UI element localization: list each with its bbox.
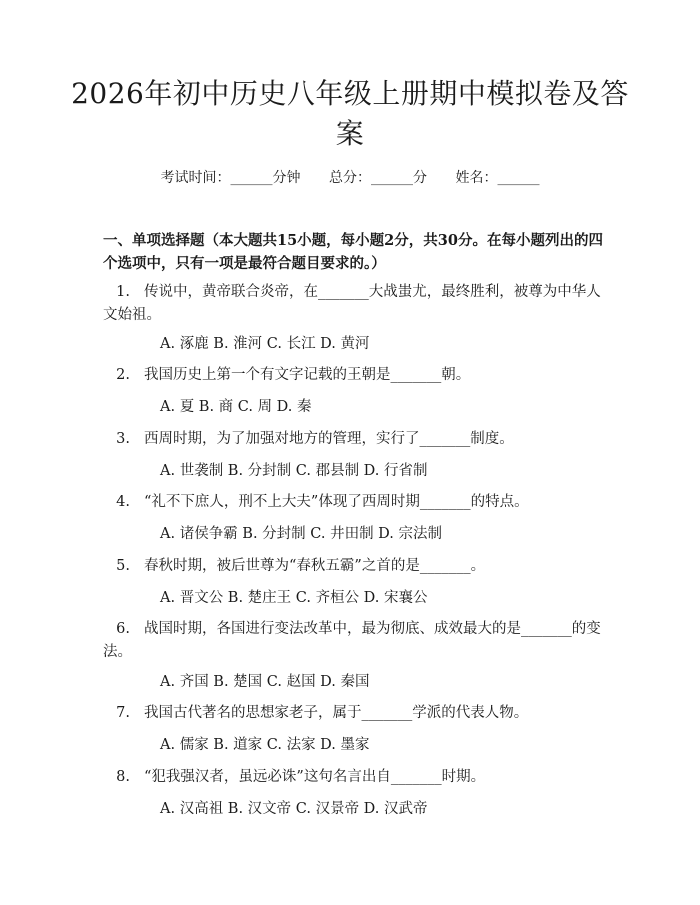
question-stem: 我国古代著名的思想家老子，属于_______学派的代表人物。 [144, 705, 529, 721]
question-number: 3. [116, 431, 130, 447]
question-2-options: A. 夏 B. 商 C. 周 D. 秦 [160, 399, 312, 415]
question-stem: “犯我强汉者，虽远必诛”这句名言出自_______时期。 [144, 769, 486, 785]
question-4-options: A. 诸侯争霸 B. 分封制 C. 井田制 D. 宗法制 [160, 526, 443, 542]
question-number: 8. [116, 769, 130, 785]
title-line-2: 案 [335, 117, 365, 150]
exam-title [60, 74, 640, 154]
question-7-options: A. 儒家 B. 道家 C. 法家 D. 墨家 [160, 737, 370, 753]
question-4 [103, 491, 603, 514]
question-1-options: A. 涿鹿 B. 淮河 C. 长江 D. 黄河 [160, 336, 370, 352]
question-stem: 西周时期，为了加强对地方的管理，实行了_______制度。 [144, 431, 514, 447]
question-8-options: A. 汉高祖 B. 汉文帝 C. 汉景帝 D. 汉武帝 [160, 801, 428, 817]
question-2 [103, 364, 603, 387]
question-7 [103, 702, 603, 725]
total-score-field: 总分：______分 [329, 170, 427, 186]
question-6-options: A. 齐国 B. 楚国 C. 赵国 D. 秦国 [160, 674, 370, 690]
question-number: 5. [116, 558, 130, 574]
question-stem: “礼不下庶人，刑不上大夫”体现了西周时期_______的特点。 [144, 494, 529, 510]
question-stem-continued: 法。 [103, 644, 132, 660]
question-stem: 战国时期，各国进行变法改革中，最为彻底、成效最大的是_______的变 [144, 621, 601, 637]
question-number: 7. [116, 705, 130, 721]
question-3 [103, 428, 603, 451]
question-stem: 传说中，黄帝联合炎帝，在_______大战蚩尤，最终胜利，被尊为中华人 [144, 284, 601, 300]
exam-time-field: 考试时间：______分钟 [160, 170, 301, 186]
question-number: 4. [116, 494, 130, 510]
student-name-field: 姓名：______ [455, 170, 540, 186]
question-5 [103, 555, 603, 578]
question-stem: 我国历史上第一个有文字记载的王朝是_______朝。 [144, 367, 471, 383]
section-heading: 一、单项选择题（本大题共15小题，每小题2分，共30分。在每小题列出的四个选项中，只有一项是最符合题目要求的。） [103, 232, 603, 272]
exam-meta [0, 168, 700, 188]
question-number: 6. [116, 621, 130, 637]
question-5-options: A. 晋文公 B. 楚庄王 C. 齐桓公 D. 宋襄公 [160, 590, 428, 606]
question-number: 2. [116, 367, 130, 383]
question-8 [103, 766, 603, 789]
question-6 [103, 618, 603, 664]
question-stem-continued: 文始祖。 [103, 307, 161, 323]
question-stem: 春秋时期，被后世尊为“春秋五霸”之首的是_______。 [144, 558, 486, 574]
question-1 [103, 281, 603, 327]
question-number: 1. [116, 284, 130, 300]
question-3-options: A. 世袭制 B. 分封制 C. 郡县制 D. 行省制 [160, 463, 428, 479]
title-line-1: 2026年初中历史八年级上册期中模拟卷及答 [71, 77, 629, 110]
